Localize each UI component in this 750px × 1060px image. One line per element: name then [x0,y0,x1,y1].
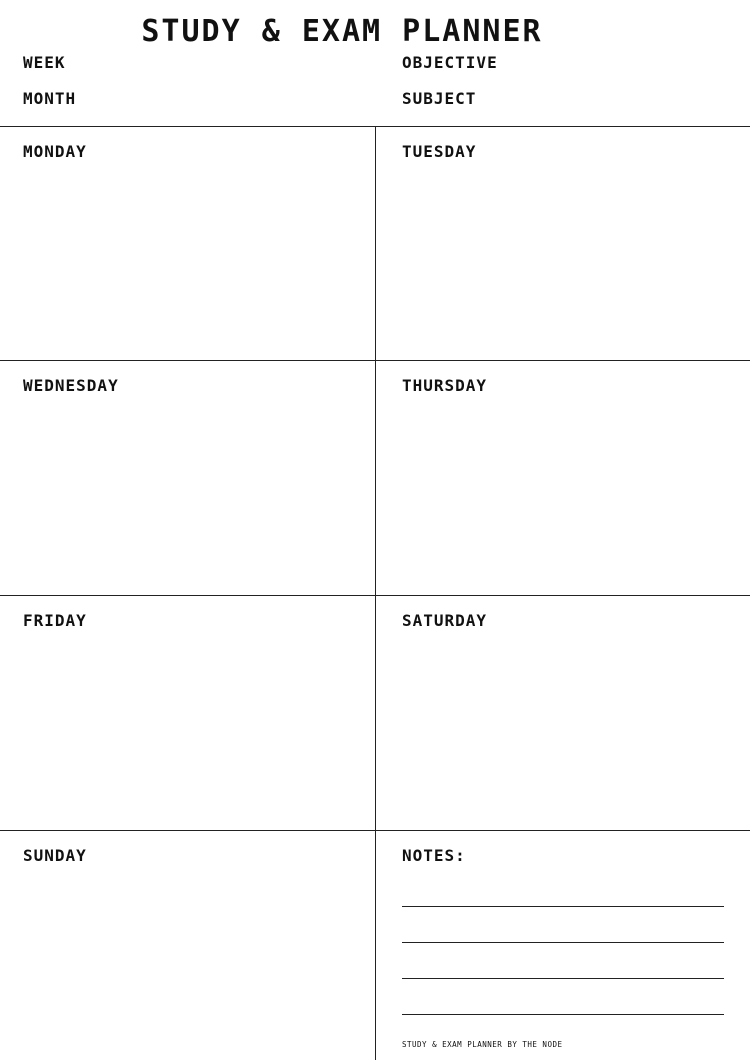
month-field-label: MONTH [23,89,77,108]
notes-line [402,1014,724,1015]
column-divider [375,126,376,1060]
day-label-tuesday: TUESDAY [402,142,477,161]
objective-field-label: OBJECTIVE [402,53,498,72]
day-label-friday: FRIDAY [23,611,87,630]
day-label-thursday: THURSDAY [402,376,488,395]
notes-label: NOTES: [402,846,466,865]
day-label-sunday: SUNDAY [23,846,87,865]
week-field-label: WEEK [23,53,66,72]
footer-credit: STUDY & EXAM PLANNER BY THE NODE [402,1040,563,1049]
notes-line [402,906,724,907]
day-label-saturday: SATURDAY [402,611,488,630]
notes-line [402,942,724,943]
page-title: STUDY & EXAM PLANNER [141,14,543,49]
day-label-monday: MONDAY [23,142,87,161]
notes-line [402,978,724,979]
subject-field-label: SUBJECT [402,89,477,108]
day-label-wednesday: WEDNESDAY [23,376,119,395]
